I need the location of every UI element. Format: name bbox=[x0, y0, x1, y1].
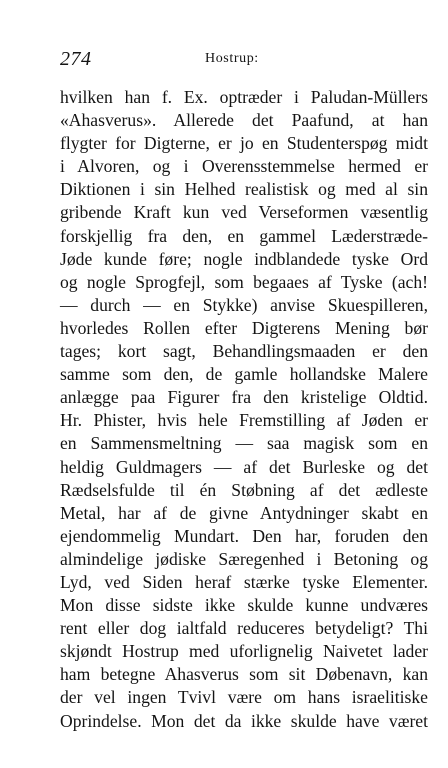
text-line: Rædselsfulde til én Støbning af det ædleste bbox=[60, 479, 428, 500]
text-line: anlægge paa Figurer fra den kristelige Oldtid. bbox=[60, 387, 428, 408]
page-header bbox=[60, 48, 428, 70]
text-line: ejendommelig Mundart. Den har, foruden den bbox=[60, 525, 428, 546]
text-line: gribende Kraft kun ved Verseformen væsentlig bbox=[60, 202, 428, 223]
text-line: Diktionen i sin Helhed realistisk og med al sin bbox=[60, 179, 428, 200]
text-line: forskjellig fra den, en gammel Læderstræde- bbox=[60, 225, 428, 246]
page-number: 274 bbox=[60, 48, 92, 70]
text-line: Metal, har af de givne Antydninger skabt en bbox=[60, 502, 428, 523]
body-text bbox=[60, 86, 428, 733]
text-line: Oprindelse. Mon det da ikke skulde have været bbox=[60, 710, 428, 731]
text-line: hvilken han f. Ex. optræder i Paludan-Müllers bbox=[60, 87, 428, 107]
text-line: tages; kort sagt, Behandlingsmaaden er den bbox=[60, 341, 428, 362]
text-line: hvorledes Rollen efter Digterens Mening bør bbox=[60, 317, 428, 338]
text-line: skjøndt Hostrup med uforlignelig Naivetet lader bbox=[60, 641, 428, 662]
text-line: rent eller dog ialtfald reduceres betydeligt? Thi bbox=[60, 618, 428, 639]
text-line: Mon disse sidste ikke skulde kunne undværes bbox=[60, 595, 428, 616]
text-line: Lyd, ved Siden heraf stærke tyske Elementer. bbox=[60, 571, 428, 592]
text-line: «Ahasverus». Allerede det Paafund, at han bbox=[60, 110, 428, 131]
text-line: — durch — en Stykke) anvise Skuespilleren, bbox=[60, 294, 428, 315]
text-line: i Alvoren, og i Overensstemmelse hermed er bbox=[60, 156, 428, 177]
text-line: Hr. Phister, hvis hele Fremstilling af Jøden er bbox=[60, 410, 428, 431]
text-line: der vel ingen Tvivl være om hans israelitiske bbox=[60, 687, 428, 708]
text-line: og nogle Sprogfejl, som begaaes af Tyske (ach! bbox=[60, 271, 428, 292]
text-line: flygter for Digterne, er jo en Studenterspøg midt bbox=[60, 133, 428, 154]
text-line: ham betegne Ahasverus som sit Døbenavn, kan bbox=[60, 664, 428, 685]
text-line: almindelige jødiske Særegenhed i Betoning og bbox=[60, 548, 428, 569]
text-line: samme som den, de gamle hollandske Malere bbox=[60, 364, 428, 385]
running-head: Hostrup: bbox=[205, 51, 259, 66]
text-line: Jøde kunde føre; nogle indblandede tyske Ord bbox=[60, 248, 428, 269]
text-line: en Sammensmeltning — saa magisk som en bbox=[60, 433, 428, 454]
text-line: heldig Guldmagers — af det Burleske og det bbox=[60, 456, 428, 477]
